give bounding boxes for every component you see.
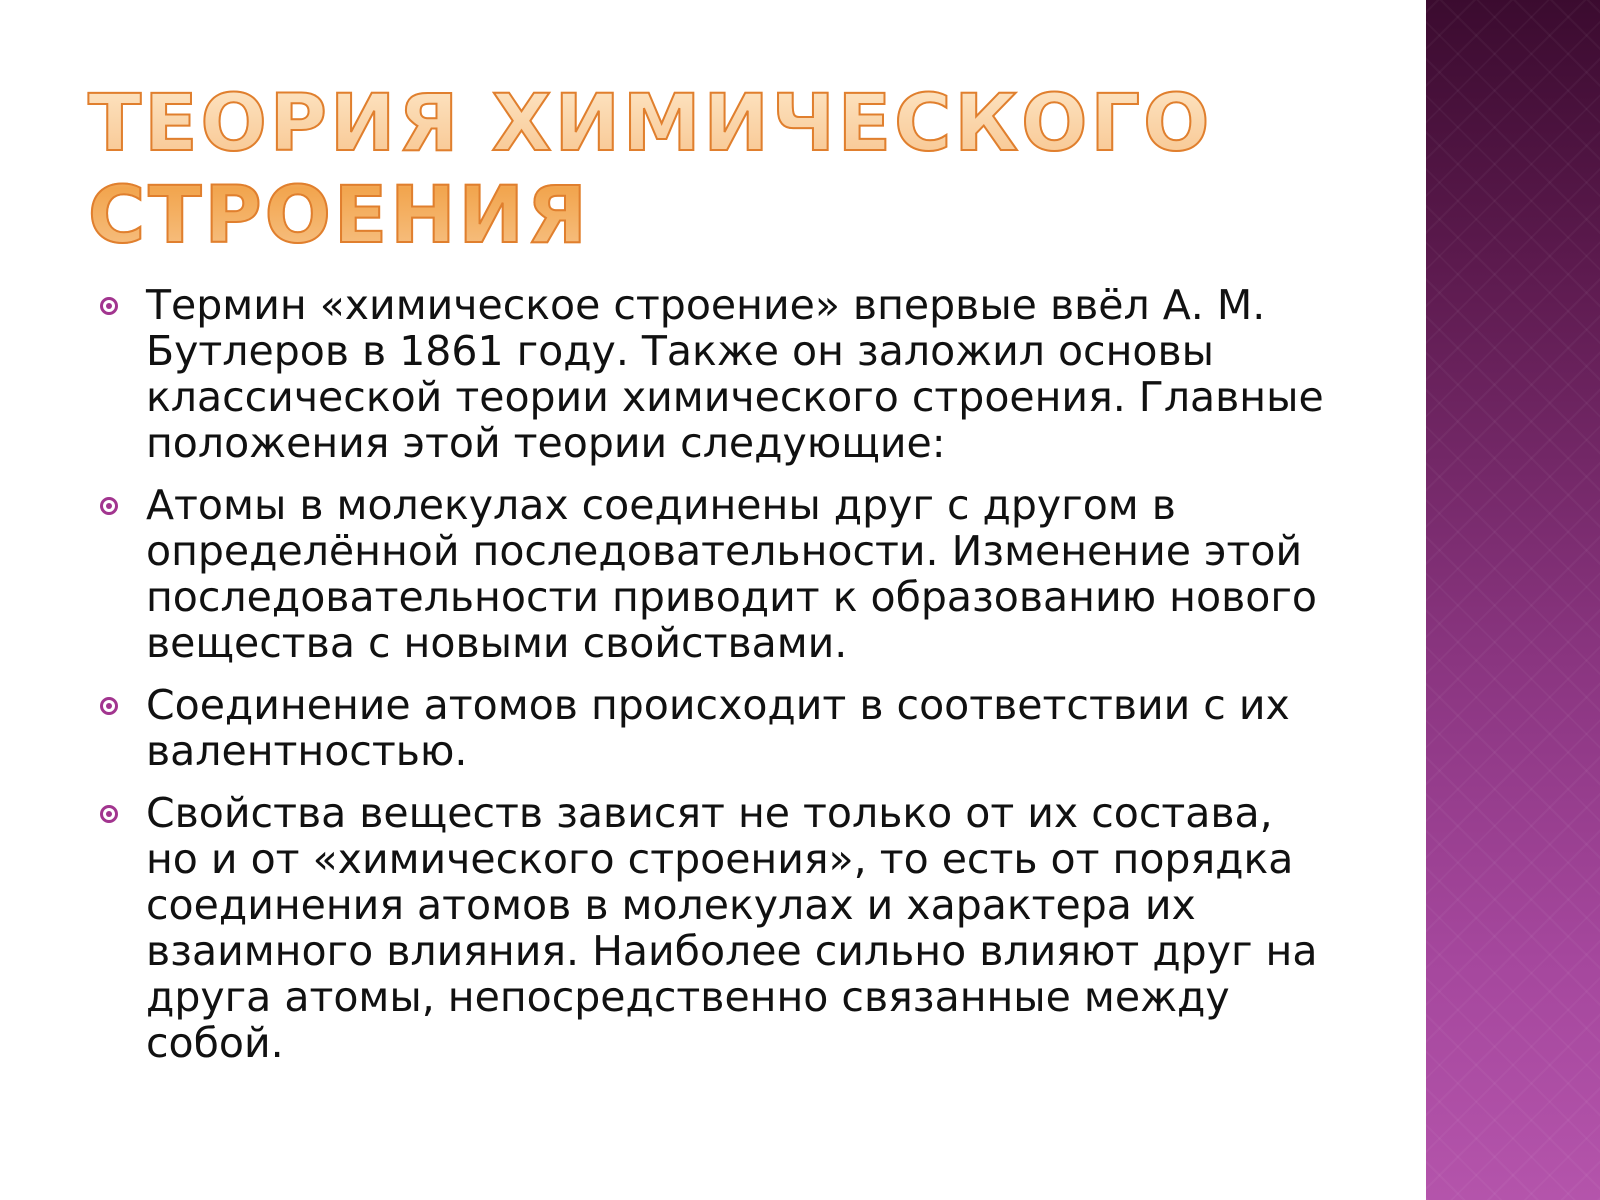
bullet-list (96, 282, 1336, 1082)
bullet-text: Соединение атомов происходит в соответствии с их валентностью. (146, 681, 1290, 775)
slide-title: ТЕОРИЯ ХИМИЧЕСКОГО СТРОЕНИЯ (88, 78, 1308, 262)
bullet-item (96, 790, 1336, 1066)
bullet-item (96, 682, 1336, 774)
circle-dot-icon (100, 805, 118, 823)
bullet-text: Атомы в молекулах соединены друг с другом в определённой последовательности. Изменение этой последовательности приводит к образованию нового вещества с новыми свойствами. (146, 481, 1317, 667)
bullet-item (96, 282, 1336, 466)
bullet-text: Термин «химическое строение» впервые ввёл А. М. Бутлеров в 1861 году. Также он заложил основы классической теории химического строения. Главные положения этой теории следующие: (146, 281, 1324, 467)
circle-dot-icon (100, 497, 118, 515)
bullet-item (96, 482, 1336, 666)
circle-dot-icon (100, 297, 118, 315)
bullet-text: Свойства веществ зависят не только от их состава, но и от «химического строения», то есть от порядка соединения атомов в молекулах и характера их взаимного влияния. Наиболее сильно влияют друг на друга атомы, непосредственно связанные между собой. (146, 789, 1318, 1067)
circle-dot-icon (100, 697, 118, 715)
decorative-side-band (1426, 0, 1600, 1200)
